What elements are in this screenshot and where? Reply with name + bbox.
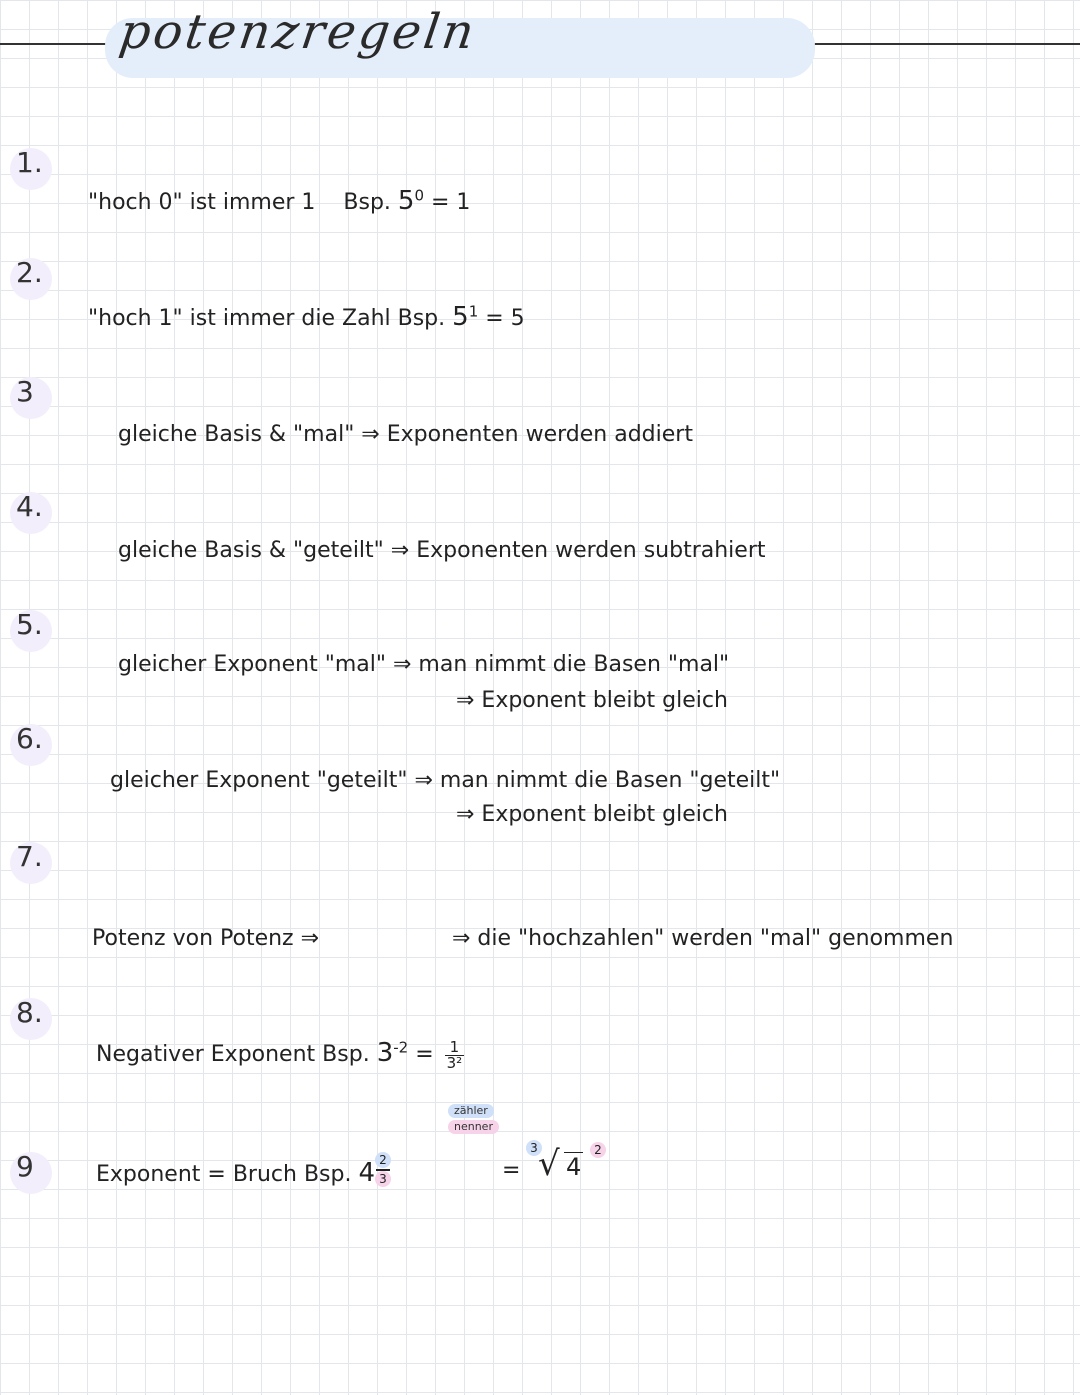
rule-3: gleiche Basis & "mal" ⇒ Exponenten werden addiert [118, 422, 693, 447]
number-label: 3 [16, 375, 34, 408]
root-radicand: 4 [566, 1153, 582, 1181]
fraction-denominator: 3² [446, 1053, 463, 1072]
exponent-numerator: 2 [375, 1152, 391, 1168]
rule-6-line-1: gleicher Exponent "geteilt" ⇒ man nimmt die Basen "geteilt" [110, 768, 781, 793]
number-label: 2. [16, 256, 43, 289]
title-rule-right [800, 43, 1080, 45]
number-label: 8. [16, 996, 43, 1029]
rule-2-text: "hoch 1" ist immer die Zahl [88, 306, 391, 331]
rule-9-exponent-fraction [375, 1153, 393, 1188]
number-label: 5. [16, 608, 43, 641]
rule-1-base: 5 [397, 186, 415, 216]
number-label: 7. [16, 840, 43, 873]
label-zaehler: zähler [448, 1104, 494, 1118]
rule-4: gleiche Basis & "geteilt" ⇒ Exponenten werden subtrahiert [118, 538, 766, 563]
rule-9 [96, 1153, 393, 1188]
label-nenner: nenner [448, 1120, 499, 1134]
fraction-numerator: 1 [445, 1040, 465, 1056]
rule-9-text: Exponent = Bruch [96, 1162, 297, 1187]
rule-number-1 [8, 146, 43, 179]
rule-7-text: Potenz von Potenz ⇒ [92, 926, 320, 951]
rule-2-result: = 5 [485, 306, 525, 331]
rule-1-exp: 0 [414, 186, 424, 205]
rule-number-9 [8, 1150, 34, 1183]
rule-5-line-2: ⇒ Exponent bleibt gleich [456, 688, 728, 713]
rule-2-example-label: Bsp. [397, 306, 446, 331]
rule-1-result: = 1 [431, 190, 471, 215]
rule-8-text: Negativer Exponent [96, 1042, 316, 1067]
rule-8-exp: -2 [393, 1038, 409, 1057]
rule-1 [88, 186, 470, 216]
page-title: potenzregeln [116, 4, 481, 60]
rule-5-line-1: gleicher Exponent "mal" ⇒ man nimmt die Basen "mal" [118, 652, 730, 677]
exponent-denominator: 3 [375, 1171, 391, 1187]
rule-9-equals: = [502, 1158, 521, 1183]
rule-number-7 [8, 840, 43, 873]
rule-9-root [512, 1141, 622, 1190]
number-label: 1. [16, 146, 43, 179]
rule-number-3 [8, 375, 34, 408]
number-label: 9 [16, 1150, 34, 1183]
rule-7-text-2: ⇒ die "hochzahlen" werden "mal" genommen [452, 926, 954, 951]
number-label: 6. [16, 722, 43, 755]
rule-2-base: 5 [452, 302, 469, 332]
rule-6-line-2: ⇒ Exponent bleibt gleich [456, 802, 728, 827]
rule-9-example-label: Bsp. [303, 1162, 352, 1187]
rule-number-6 [8, 722, 43, 755]
rule-number-2 [8, 256, 43, 289]
number-label: 4. [16, 490, 43, 523]
root-index: 3 [526, 1140, 542, 1156]
rule-8-example-label: Bsp. [322, 1042, 370, 1067]
rule-number-8 [8, 996, 43, 1029]
rule-number-5 [8, 608, 43, 641]
rule-2 [88, 302, 525, 332]
rule-number-4 [8, 490, 43, 523]
rule-9-base: 4 [358, 1158, 375, 1188]
root-radicand-exponent: 2 [590, 1142, 606, 1158]
rule-8-fraction [445, 1037, 465, 1072]
rule-2-exp: 1 [468, 302, 479, 321]
root-sign-icon: √ [538, 1144, 560, 1184]
rule-8-base: 3 [376, 1038, 394, 1068]
rule-1-example-label: Bsp. [343, 190, 391, 215]
rule-1-text: "hoch 0" ist immer 1 [88, 190, 316, 215]
rule-8: Negativer Exponent Bsp. $3^{-2}$ = $\frac{1}{\text{3²}}$ [96, 1037, 463, 1072]
